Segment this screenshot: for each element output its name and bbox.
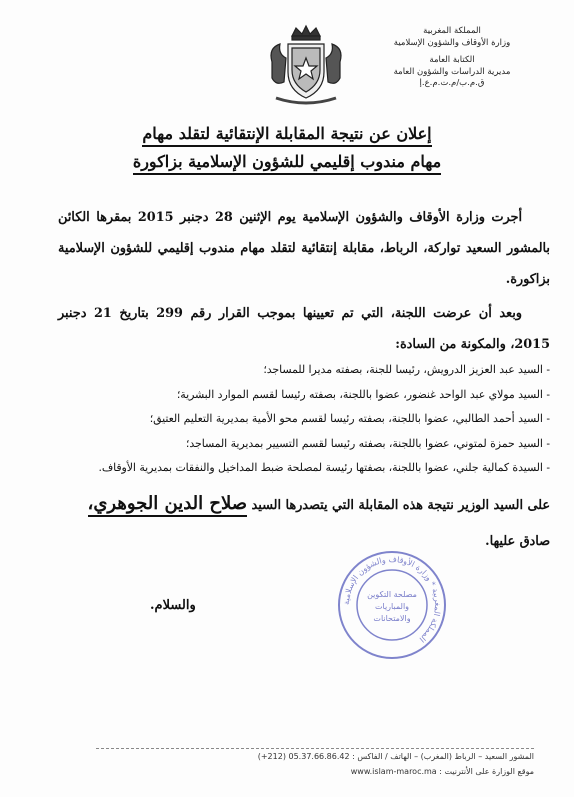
ministry-header (352, 26, 552, 90)
general-secretariat: الكتابة العامة (429, 55, 475, 65)
stamp-inner-line: مصلحة التكوين (367, 590, 417, 599)
royal-emblem-icon (262, 22, 350, 110)
footer-website: موقع الوزارة على الأنترنيت : www.islam-maroc.ma (350, 767, 534, 776)
result-suffix: صادق عليها. (485, 534, 550, 549)
announcement-title-line-2: مهام مندوب إقليمي للشؤون الإسلامية بزاكورة (60, 152, 514, 171)
stamp-inner-line: والامتحانات (373, 614, 411, 623)
reference-code: ق.م.ب/م.ت.م.ع.إ (419, 78, 485, 88)
result-paragraph (30, 486, 550, 560)
committee-member: - السيد حمزة لمتوني، عضوا باللجنة، بصفته رئيسا لقسم التسيير بمديرية المساجد؛ (185, 436, 550, 450)
stamp-outer-text: المملكة المغربية * وزارة الأوقاف والشؤون الإسلامية (341, 554, 443, 644)
body-paragraph-1: أجرت وزارة الأوقاف والشؤون الإسلامية يوم الإثنين 28 دجنبر 2015 بمقرها الكائن بالمشور السعيد تواركة، الرباط، مقابلة إنتقائية لتقلد مهام مندوب إقليمي للشؤون الإسلامية بزاكورة. (58, 210, 550, 287)
committee-member: - السيد مولاي عبد الواحد غنضور، عضوا باللجنة، بصفته رئيسا لقسم الموارد البشرية؛ (176, 387, 550, 401)
footer-divider (96, 748, 534, 749)
committee-member: - السيدة كمالية جلني، عضوا باللجنة، بصفتها رئيسة لمصلحة ضبط المداخيل والنفقات بمديرية الأوقاف. (98, 461, 550, 474)
kingdom-name: المملكة المغربية (423, 26, 481, 36)
announcement-title-line-1: إعلان عن نتيجة المقابلة الإنتقائية لتقلد مهام (60, 124, 514, 143)
official-stamp-icon (336, 549, 448, 661)
winner-name: صلاح الدين الجوهري، (88, 493, 248, 517)
result-prefix: على السيد الوزير نتيجة هذه المقابلة التي يتصدرها السيد (251, 498, 550, 513)
committee-members-list (48, 358, 550, 481)
closing-salutation: والسلام. (150, 598, 196, 613)
directorate-name: مديرية الدراسات والشؤون العامة (393, 66, 511, 77)
stamp-inner-line: والمباريات (374, 602, 410, 611)
committee-member: - السيد عبد العزيز الدرويش، رئيسا للجنة، بصفته مديرا للمساجد؛ (263, 363, 550, 376)
ministry-name: وزارة الأوقاف والشؤون الإسلامية (393, 37, 511, 48)
body-paragraph-2: وبعد أن عرضت اللجنة، التي تم تعيينها بموجب القرار رقم 299 بتاريخ 21 دجنبر 2015، والمكونة من السادة: (58, 306, 550, 352)
committee-member: - السيد أحمد الطالبي، عضوا باللجنة، بصفته رئيسا لقسم محو الأمية بمديرية التعليم العتيق؛ (149, 412, 550, 425)
footer-address: المشور السعيد – الرباط (المغرب) – الهاتف / الفاكس : 05.37.66.86.42 (212+) (257, 752, 534, 761)
